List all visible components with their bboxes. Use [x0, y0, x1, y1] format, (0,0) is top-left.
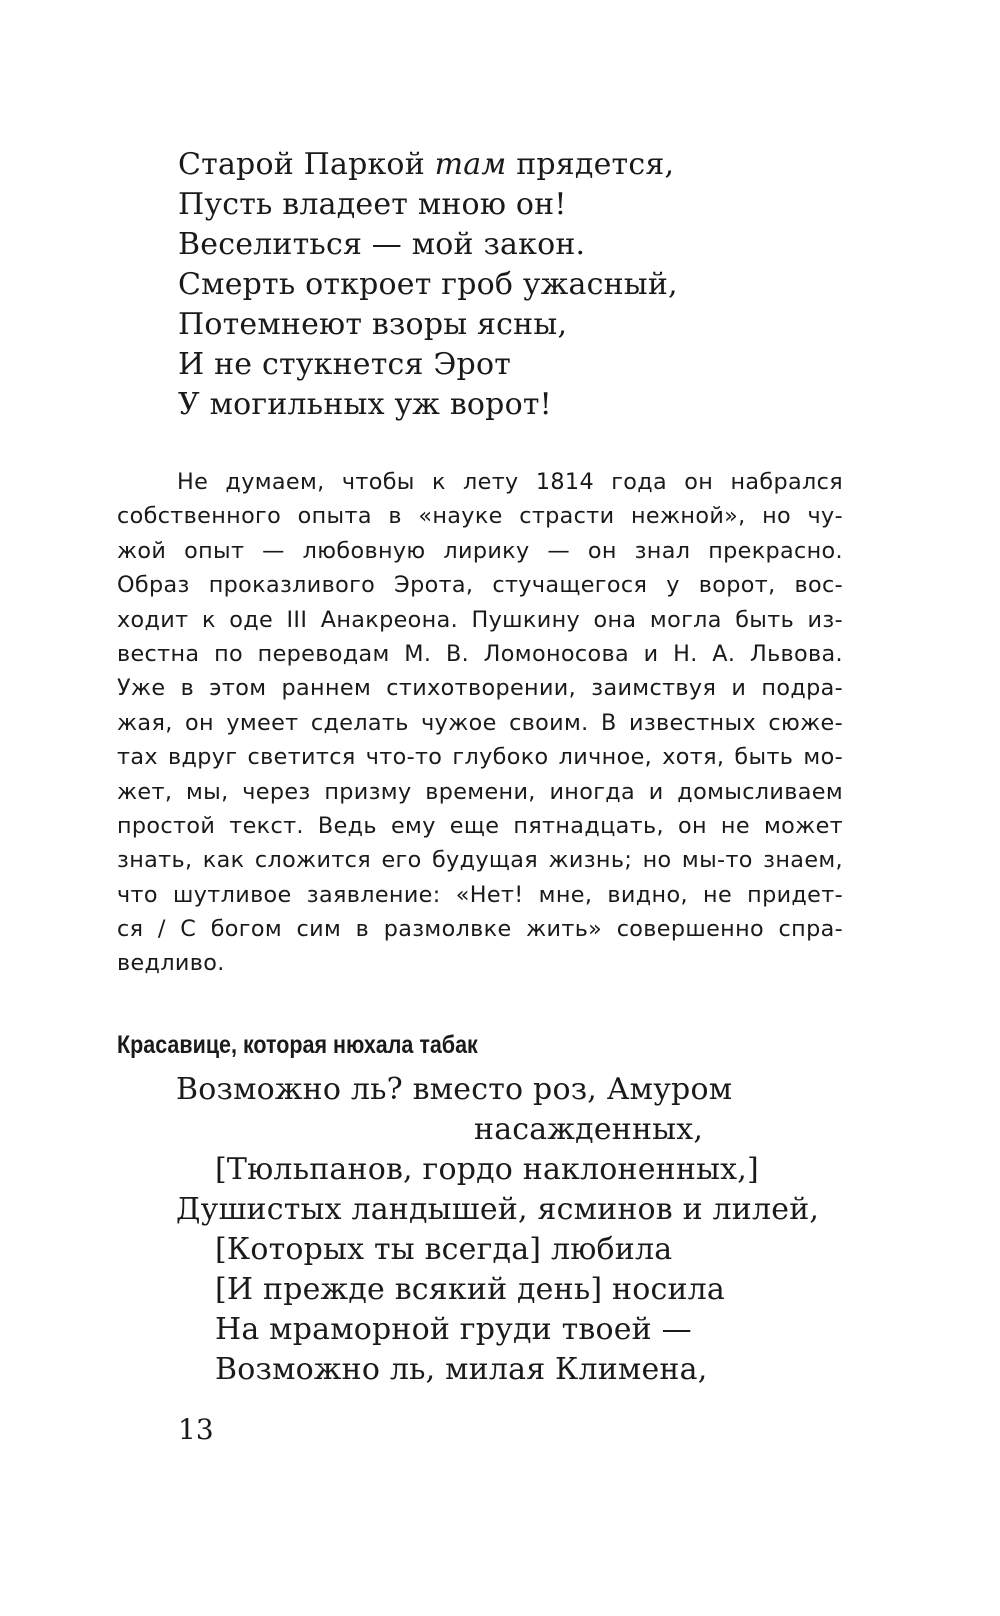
poem-line: И не стукнется Эрот	[178, 347, 512, 382]
paragraph-line: Образ проказливого Эрота, стучащегося у ворот, вос-	[117, 572, 843, 599]
section-heading: Красавице, которая нюхала табак	[117, 1031, 478, 1059]
poem-line: Возможно ль, милая Климена,	[215, 1352, 708, 1387]
paragraph-line: жой опыт — любовную лирику — он знал прекрасно.	[117, 537, 843, 564]
paragraph-line: Уже в этом раннем стихотворении, заимствуя и подра-	[117, 675, 843, 702]
italic-word: там	[434, 147, 507, 182]
commentary-paragraph	[117, 465, 843, 981]
paragraph-line: тах вдруг светится что-то глубоко личное, хотя, быть мо-	[117, 744, 843, 771]
paragraph-line: знать, как сложится его будущая жизнь; но мы-то знаем,	[117, 847, 843, 874]
poem-excerpt-top	[178, 145, 678, 425]
poem-line: Смерть откроет гроб ужасный,	[178, 267, 678, 302]
poem-line: [И прежде всякий день] носила	[215, 1272, 725, 1307]
paragraph-line: вестна по переводам М. В. Ломоносова и Н. А. Львова.	[117, 640, 843, 667]
poem-excerpt-bottom	[176, 1070, 819, 1390]
poem-line: Возможно ль? вместо роз, Амуром	[176, 1072, 733, 1107]
paragraph-line: собственного опыта в «науке страсти нежной», но чу-	[117, 503, 843, 530]
poem-line: [Тюльпанов, гордо наклоненных,]	[215, 1152, 759, 1187]
paragraph-line: что шутливое заявление: «Нет! мне, видно, не придет-	[117, 881, 843, 908]
paragraph-line: ся / С богом сим в размолвке жить» совершенно спра-	[117, 916, 843, 943]
poem-line: На мраморной груди твоей —	[215, 1312, 692, 1347]
paragraph-line: ведливо.	[117, 950, 225, 977]
poem-line: Старой Паркой там прядется,	[178, 147, 675, 182]
poem-line: Веселиться — мой закон.	[178, 227, 586, 262]
paragraph-line: жая, он умеет сделать чужое своим. В известных сюже-	[117, 709, 843, 736]
paragraph-line: ходит к оде III Анакреона. Пушкину она могла быть из-	[117, 606, 843, 633]
paragraph-line: жет, мы, через призму времени, иногда и домысливаем	[117, 778, 843, 805]
poem-line: [Которых ты всегда] любила	[215, 1232, 673, 1267]
poem-line: Потемнеют взоры ясны,	[178, 307, 568, 342]
poem-line: Пусть владеет мною он!	[178, 187, 567, 222]
paragraph-line: простой текст. Ведь ему еще пятнадцать, он не может	[117, 812, 843, 839]
poem-line: Душистых ландышей, ясминов и лилей,	[176, 1192, 820, 1227]
poem-line: насажденных,	[474, 1112, 704, 1147]
page-number: 13	[178, 1413, 214, 1446]
paragraph-line: Не думаем, чтобы к лету 1814 года он набрался	[177, 469, 843, 495]
poem-line: У могильных уж ворот!	[178, 387, 552, 422]
